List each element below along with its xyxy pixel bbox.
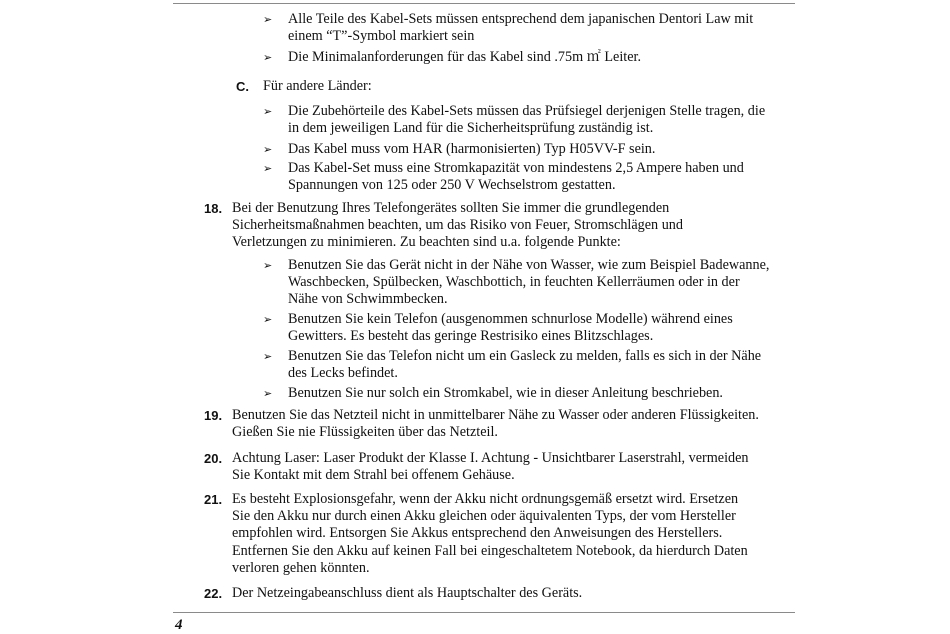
bullet-text: Das Kabel-Set muss eine Stromkapazität von mindestens 2,5 Ampere haben und Spannungen von 125 oder 250 V Wechselstrom gestatten. <box>288 160 744 194</box>
item-number: 22. <box>204 586 223 601</box>
bullet-text: Die Zubehörteile des Kabel-Sets müssen das Prüfsiegel derjenigen Stelle tragen, die in dem jeweiligen Land für die Sicherheitsprüfung zuständig ist. <box>288 103 766 137</box>
arrow-bullet-icon: ➢ <box>263 105 273 118</box>
item-text: Benutzen Sie das Netzteil nicht in unmittelbarer Nähe zu Wasser oder anderen Flüssigkeiten. Gießen Sie nie Flüssigkeiten über das Netzteil. <box>232 407 759 441</box>
bullet-text: Benutzen Sie nur solch ein Stromkabel, wie in dieser Anleitung beschrieben. <box>288 385 723 401</box>
item-text: Achtung Laser: Laser Produkt der Klasse I. Achtung - Unsichtbarer Laserstrahl, vermeiden Sie Kontakt mit dem Strahl bei offenem Gehäuse. <box>232 450 749 484</box>
bottom-rule <box>173 612 795 613</box>
arrow-bullet-icon: ➢ <box>263 387 273 400</box>
arrow-bullet-icon: ➢ <box>263 13 273 26</box>
bullet-text: Das Kabel muss vom HAR (harmonisierten) Typ H05VV-F sein. <box>288 141 656 157</box>
item-text: Es besteht Explosionsgefahr, wenn der Akku nicht ordnungsgemäß ersetzt wird. Ersetzen Sie den Akku nur durch einen Akku gleichen oder äquivalenten Typs, der vom Hersteller empfohlen wird. Entsorgen Sie Akkus entsprechend den Anweisungen des Herstellers. Entfernen Sie den Akku auf keinen Fall bei eingeschaltetem Notebook, da hierdurch Daten verloren gehen könnten. <box>232 491 748 576</box>
section-label: C. <box>236 79 249 94</box>
arrow-bullet-icon: ➢ <box>263 51 273 64</box>
page-number: 4 <box>175 617 183 633</box>
arrow-bullet-icon: ➢ <box>263 313 273 326</box>
arrow-bullet-icon: ➢ <box>263 143 273 156</box>
arrow-bullet-icon: ➢ <box>263 350 273 363</box>
bullet-text: Alle Teile des Kabel-Sets müssen entsprechend dem japanischen Dentori Law mit einem “T”-Symbol markiert sein <box>288 11 754 45</box>
item-number: 18. <box>204 201 223 216</box>
item-text: Der Netzeingabeanschluss dient als Hauptschalter des Geräts. <box>232 585 583 601</box>
arrow-bullet-icon: ➢ <box>263 259 273 272</box>
item-number: 19. <box>204 408 223 423</box>
section-text: Für andere Länder: <box>263 78 372 94</box>
arrow-bullet-icon: ➢ <box>263 162 273 175</box>
bullet-text: Benutzen Sie das Telefon nicht um ein Gasleck zu melden, falls es sich in der Nähe des Lecks befindet. <box>288 348 762 382</box>
item-number: 21. <box>204 492 223 507</box>
item-number: 20. <box>204 451 223 466</box>
top-rule <box>173 3 795 4</box>
item-text: Bei der Benutzung Ihres Telefongerätes sollten Sie immer die grundlegenden Sicherheitsmaßnahmen beachten, um das Risiko von Feuer, Stromschlägen und Verletzungen zu minimieren. Zu beachten sind u.a. folgende Punkte: <box>232 200 683 251</box>
bullet-text: Die Minimalanforderungen für das Kabel sind .75m ㎡ Leiter. <box>288 49 642 65</box>
bullet-text: Benutzen Sie kein Telefon (ausgenommen schnurlose Modelle) während eines Gewitters. Es besteht das geringe Restrisiko eines Blitzschlages. <box>288 311 733 345</box>
bullet-text: Benutzen Sie das Gerät nicht in der Nähe von Wasser, wie zum Beispiel Badewanne, Waschbecken, Spülbecken, Waschbottich, in feuchten Kellerräumen oder in der Nähe von Schwimmbecken. <box>288 257 770 308</box>
